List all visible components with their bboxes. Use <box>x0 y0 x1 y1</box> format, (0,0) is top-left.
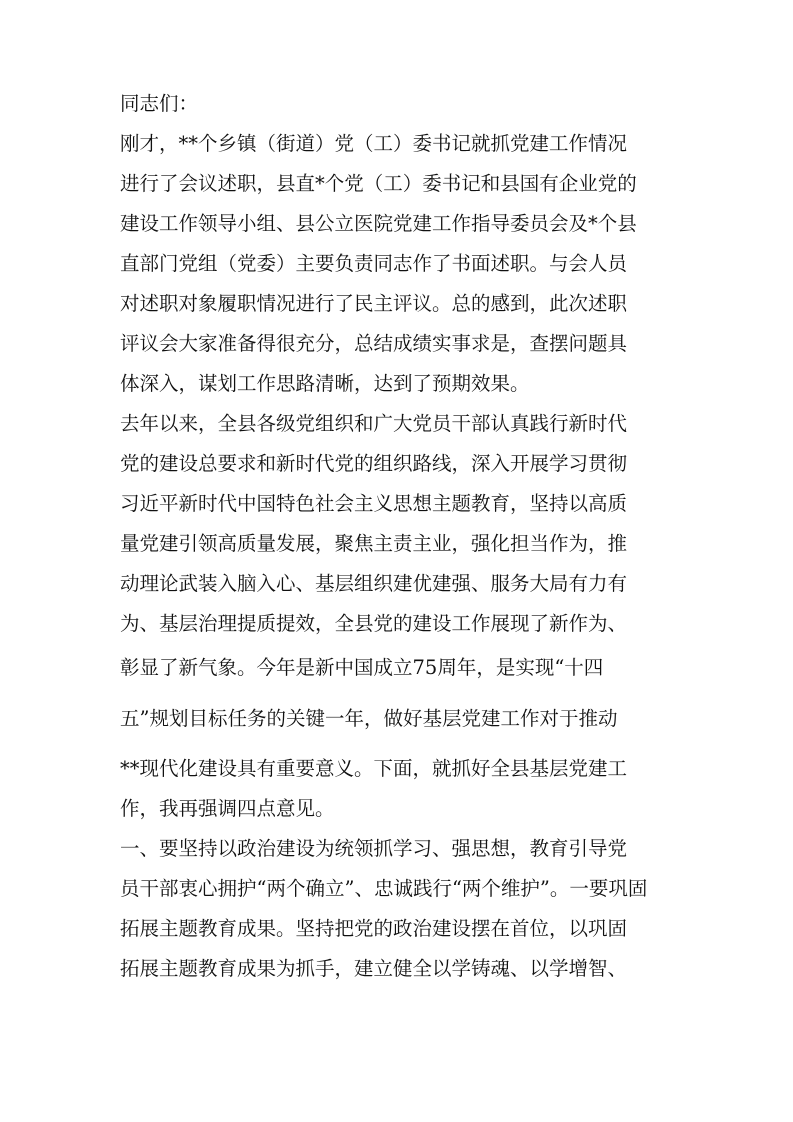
paragraph-1-line-2: 进行了会议述职，县直*个党（工）委书记和县国有企业党的 <box>120 172 637 195</box>
paragraph-2-line-9: **现代化建设具有重要意义。下面，就抓好全县基层党建工 <box>120 757 628 780</box>
paragraph-2-line-1: 去年以来，全县各级党组织和广大党员干部认真践行新时代 <box>120 412 628 435</box>
paragraph-1-line-3: 建设工作领导小组、县公立医院党建工作指导委员会及*个县 <box>120 212 637 235</box>
paragraph-2-line-5: 动理论武装入脑入心、基层组织建优建强、服务大局有力有 <box>120 572 628 595</box>
paragraph-2-line-2: 党的建设总要求和新时代党的组织路线，深入开展学习贯彻 <box>120 452 628 475</box>
paragraph-1-line-6: 评议会大家准备得很充分，总结成绩实事求是，查摆问题具 <box>120 332 628 355</box>
paragraph-3-line-1: 一、要坚持以政治建设为统领抓学习、强思想，教育引导党 <box>120 837 628 860</box>
paragraph-1-line-1: 刚才，**个乡镇（街道）党（工）委书记就抓党建工作情况 <box>120 132 628 155</box>
paragraph-2-line-10: 作，我再强调四点意见。 <box>120 797 335 820</box>
paragraph-3-line-2: 员干部衷心拥护“两个确立”、忠诚践行“两个维护”。一要巩固 <box>120 877 648 900</box>
paragraph-2-line-3: 习近平新时代中国特色社会主义思想主题教育，坚持以高质 <box>120 492 628 515</box>
paragraph-2-line-4: 量党建引领高质量发展，聚焦主责主业，强化担当作为，推 <box>120 532 628 555</box>
paragraph-1-line-4: 直部门党组（党委）主要负责同志作了书面述职。与会人员 <box>120 252 628 275</box>
paragraph-3-line-4: 拓展主题教育成果为抓手，建立健全以学铸魂、以学增智、 <box>120 957 628 980</box>
salutation-line: 同志们： <box>120 92 199 115</box>
paragraph-2-line-8: 五”规划目标任务的关键一年，做好基层党建工作对于推动 <box>120 707 618 730</box>
paragraph-3-line-3: 拓展主题教育成果。坚持把党的政治建设摆在首位，以巩固 <box>120 917 628 940</box>
paragraph-2-line-6: 为、基层治理提质提效，全县党的建设工作展现了新作为、 <box>120 612 628 635</box>
paragraph-2-line-7: 彰显了新气象。今年是新中国成立75周年，是实现“十四 <box>120 656 604 679</box>
paragraph-1-line-7: 体深入，谋划工作思路清晰，达到了预期效果。 <box>120 372 530 395</box>
paragraph-1-line-5: 对述职对象履职情况进行了民主评议。总的感到，此次述职 <box>120 292 628 315</box>
